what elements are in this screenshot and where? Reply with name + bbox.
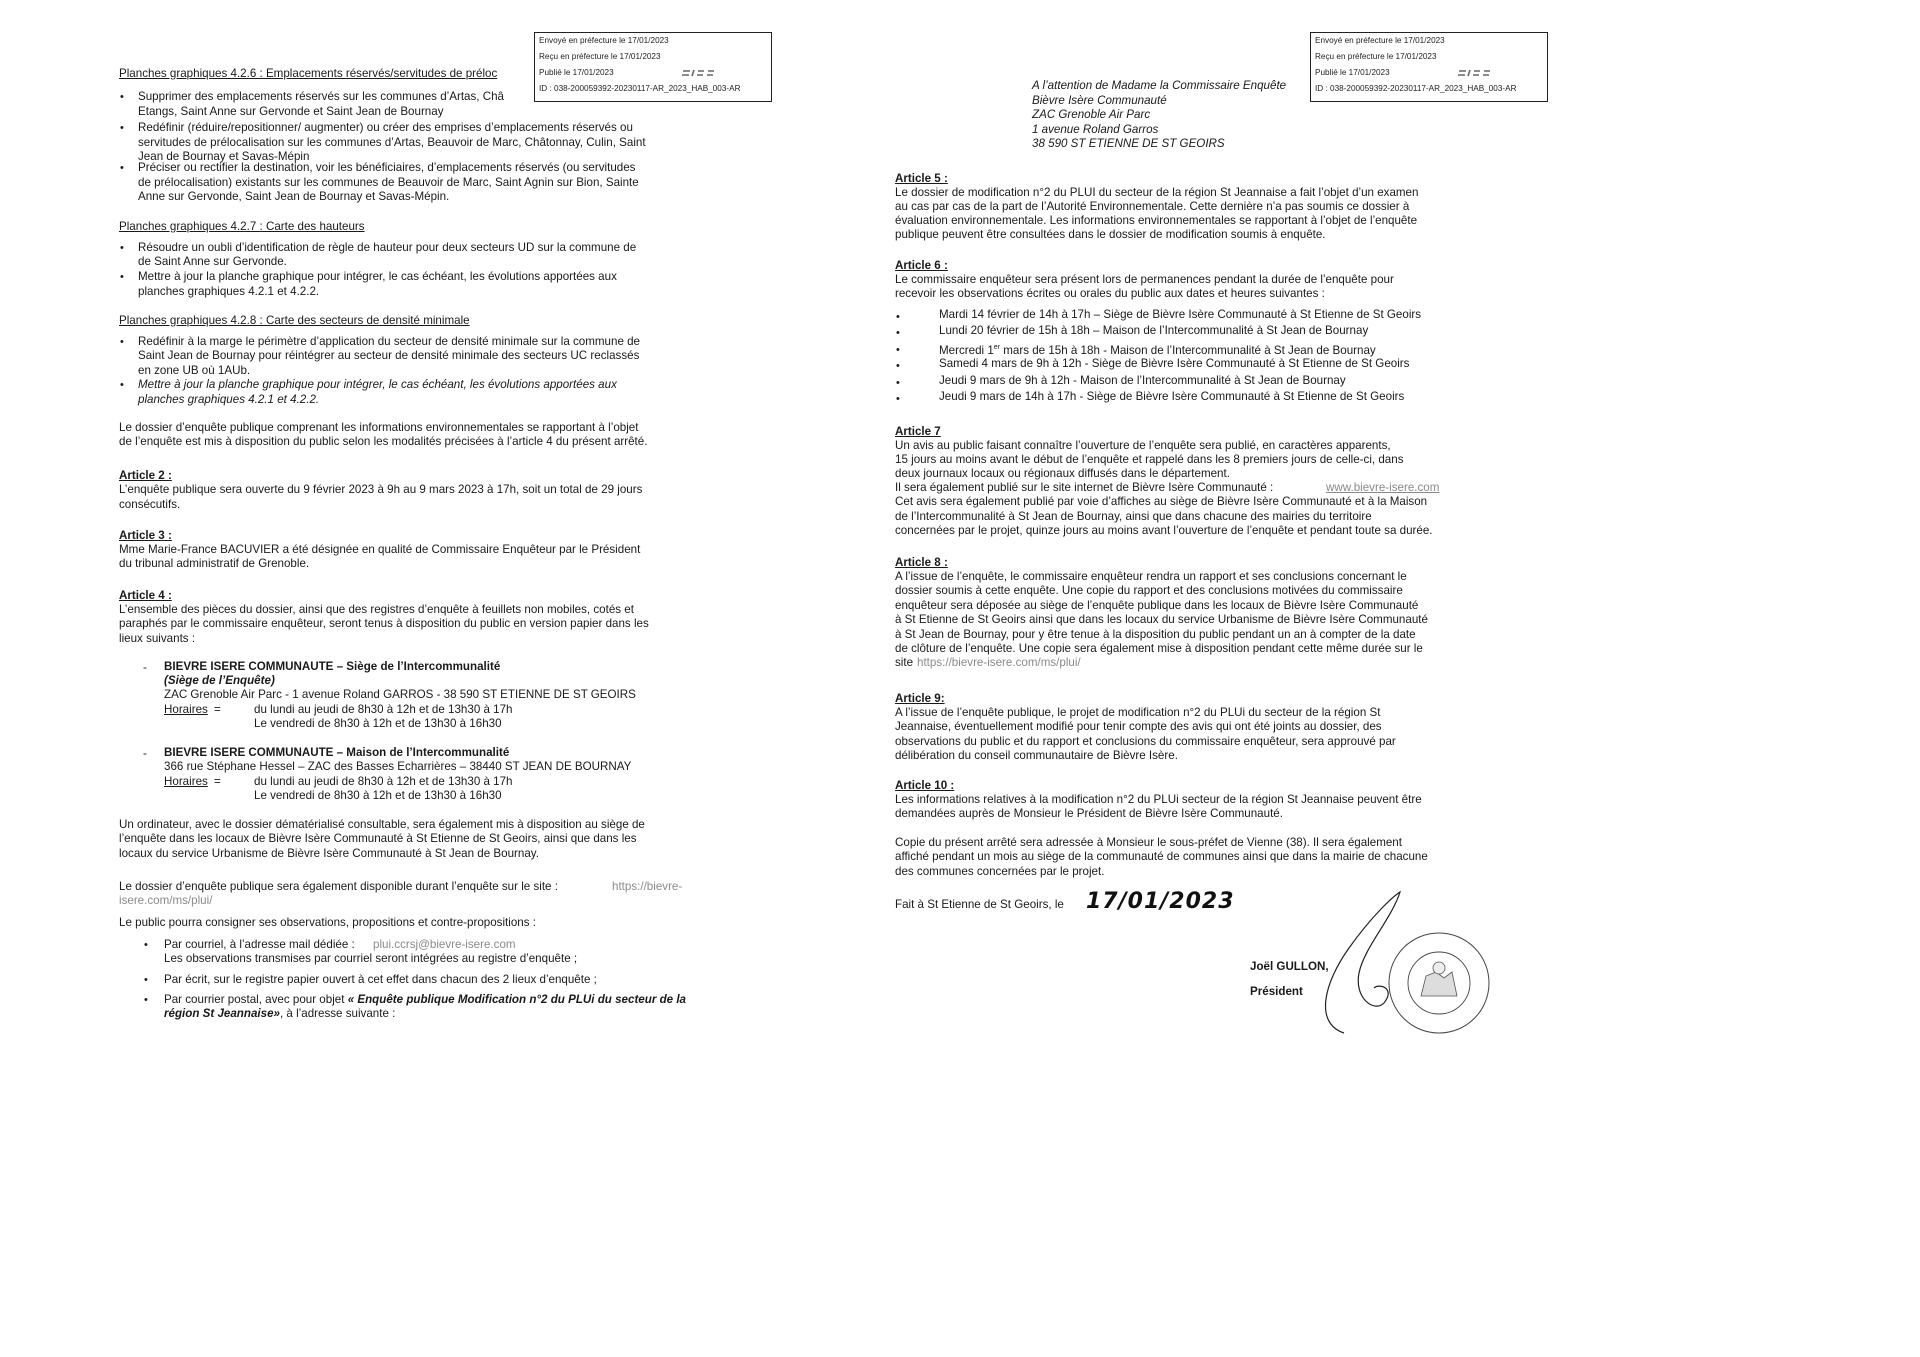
article-6-title: Article 6 : <box>895 259 948 272</box>
article-4-title: Article 4 : <box>119 589 172 602</box>
section-426-title: Planches graphiques 4.2.6 : Emplacements réservés/servitudes de préloc <box>119 67 498 80</box>
signature-stroke <box>1325 892 1400 1033</box>
s2lo-logo-icon <box>681 67 715 83</box>
s2lo-logo-icon <box>1457 67 1491 83</box>
email-link[interactable]: plui.ccrsj@bievre-isere.com <box>373 938 516 951</box>
permanence-item: Lundi 20 février de 15h à 18h – Maison de l’Intercommunalité à St Jean de Bournay <box>939 324 1369 337</box>
article-9-title: Article 9: <box>895 692 945 705</box>
recipient-address: A l’attention de Madame la Commissaire Enquête <box>1032 79 1287 92</box>
copie-paragraph: Copie du présent arrêté sera adressée à Monsieur le sous-préfet de Vienne (38). Il sera également <box>895 836 1402 849</box>
permanence-item: Jeudi 9 mars de 9h à 12h - Maison de l’Intercommunalité à St Jean de Bournay <box>939 374 1346 387</box>
plui-link-right[interactable]: https://bievre-isere.com/ms/plui/ <box>917 656 1081 669</box>
computer-paragraph: Un ordinateur, avec le dossier dématérialisé consultable, sera également mis à disposition au siège de <box>119 818 645 831</box>
left-page: Envoyé en préfecture le 17/01/2023 Reçu en préfecture le 17/01/2023 Publié le 17/01/2023 ID : 038-200059392-20230117-AR_2023_HAB_003-AR Planches graphiques 4.2.6 : Emplacements réservés/servitudes de préloc • Supprimer des emplacements réservés sur les communes d’Artas, Châ Etangs, Saint Anne sur Gervonde et Saint Jean de Bournay • Redéfinir (réduire/repositionner/ augmenter) ou créer des emprises d’emplacements réservés ou servitudes de prélocalisation sur les communes d’Artas, Beauvoir de Marc, Châtonnay, Culin, Saint Jean de Bournay et Savas-Mépin • Préciser ou rectifier la destination, voir les bénéficiaires, d’emplacements réservés (ou servitudes de prélocalisation) existants sur les communes de Beauvoir de Marc, Saint Agnin sur Bion, Sainte Anne sur Gervonde, Saint Jean de Bournay et Savas-Mépin. Planches graphiques 4.2.7 : Carte des hauteurs • Résoudre un oubli d’identification de règle de hauteur pour deux secteurs UD sur la commune de de Saint Anne sur Gervonde. • Mettre à jour la planche graphique pour intégrer, le cas échéant, les évolutions apportées aux planches graphiques 4.2.1 et 4.2.2. Planches graphiques 4.2.8 : Carte des secteurs de densité minimale • Redéfinir à la marge le périmètre d’application du secteur de densité minimale sur la commune de Saint Jean de Bournay pour réintégrer au secteur de densité minimale des secteurs UC reclassés en zone UB où 1AUb. • Mettre à jour la planche graphique pour intégrer, le cas échéant, les évolutions apportées aux planches graphiques 4.2.1 et 4.2.2. Le dossier d’enquête publique comprenant les informations environnementales se rapportant à l’objet de l’enquête est mis à disposition du public selon les modalités précisées à l’article 4 du présent arrêté. Article 2 : L’enquête publique sera ouverte du 9 février 2023 à 9h au 9 mars 2023 à 17h, soit un total de 29 jours consécutifs. Article 3 : Mme Marie-France BACUVIER a été désignée en qualité de Commissaire Enquêteur par le Président du tribunal administratif de Grenoble. Article 4 : L’ensemble des pièces du dossier, ainsi que des registres d’enquête à feuillets non mobiles, cotés et paraphés par le commissaire enquêteur, seront tenus à disposition du public en version papier dans les lieux suivants : - BIEVRE ISERE COMMUNAUTE – Siège de l’Intercommunalité (Siège de l’Enquête) ZAC Grenoble Air Parc - 1 avenue Roland GARROS - 38 590 ST ETIENNE DE ST GEOIRS Horaires = du lundi au jeudi de 8h30 à 12h et de 13h30 à 17h Le vendredi de 8h30 à 12h et de 13h30 à 16h30 - BIEVRE ISERE COMMUNAUTE – Maison de l’Intercommunalité 366 rue Stéphane Hessel – ZAC des Basses Echarrières – 38440 ST JEAN DE BOURNAY Horaires = du lundi au jeudi de 8h30 à 12h et de 13h30 à 17h Le vendredi de 8h30 à 12h et de 13h30 à 16h30 Un ordinateur, avec le dossier dématérialisé consultable, sera également mis à disposition au siège de l’enquête dans les locaux de Bièvre Isère Communauté à St Etienne de St Geoirs, ainsi que dans les locaux du service Urbanisme de Bièvre Isère Communauté à St Jean de Bournay. Le dossier d’enquête publique sera également disponible durant l’enquête sur le site : https://bievre- isere.com/ms/plui/ Le public pourra consigner ses observations, propositions et contre-propositions : • Par courriel, à l’adresse mail dédiée : plui.ccrsj@bievre-isere.com Les observations transmises par courriel seront intégrées au registre d’enquête ; • Par écrit, sur le registre papier ouvert à cet effet dans chacun des 2 lieux d’enquête ; • Par courrier postal, avec pour objet « Enquête publique Modification n°2 du PLUi du secteur de la région St Jeannaise», à l’adresse suivante : <box>0 0 774 1095</box>
section-427-title: Planches graphiques 4.2.7 : Carte des hauteurs <box>119 220 365 233</box>
right-page: Envoyé en préfecture le 17/01/2023 Reçu en préfecture le 17/01/2023 Publié le 17/01/2023 ID : 038-200059392-20230117-AR_2023_HAB_003-AR A l’attention de Madame la Commissaire Enquête Bièvre Isère Communauté ZAC Grenoble Air Parc 1 avenue Roland Garros 38 590 ST ETIENNE DE ST GEOIRS Article 5 : Le dossier de modification n°2 du PLUI du secteur de la région St Jeannaise a fait l’objet d’un examen au cas par cas de la part de l’Autorité Environnementale. Cette dernière n’a pas soumis ce dossier à évaluation environnementale. Les informations environnementales se rapportant à l’objet de l’enquête publique peuvent être consultées dans le dossier de modification soumis à enquête. Article 6 : Le commissaire enquêteur sera présent lors de permanences pendant la durée de l’enquête pour recevoir les observations écrites ou orales du public aux dates et heures suivantes : • Mardi 14 février de 14h à 17h – Siège de Bièvre Isère Communauté à St Etienne de St Geoirs • Lundi 20 février de 15h à 18h – Maison de l’Intercommunalité à St Jean de Bournay • Mercredi 1er mars de 15h à 18h - Maison de l’Intercommunalité à St Jean de Bournay • Samedi 4 mars de 9h à 12h - Siège de Bièvre Isère Communauté à St Etienne de St Geoirs • Jeudi 9 mars de 9h à 12h - Maison de l’Intercommunalité à St Jean de Bournay • Jeudi 9 mars de 14h à 17h - Siège de Bièvre Isère Communauté à St Etienne de St Geoirs Article 7 Un avis au public faisant connaître l’ouverture de l’enquête sera publié, en caractères apparents, 15 jours au moins avant le début de l’enquête et rappelé dans les 8 premiers jours de celle-ci, dans deux journaux locaux ou régionaux diffusés dans le département. Il sera également publié sur le site internet de Bièvre Isère Communauté : www.bievre-isere.com Cet avis sera également publié par voie d’affiches au siège de Bièvre Isère Communauté et à la Maison de l’Intercommunalité à St Jean de Bournay, ainsi que dans chacune des mairies du territoire concernées par le projet, quinze jours au moins avant l’ouverture de l’enquête et pendant toute sa durée. Article 8 : A l’issue de l’enquête, le commissaire enquêteur rendra un rapport et ses conclusions concernant le dossier soumis à cette enquête. Une copie du rapport et des conclusions motivées du commissaire enquêteur sera déposée au siège de l’enquête publique dans les locaux de Bièvre Isère Communauté à St Etienne de St Geoirs ainsi que dans les locaux du service Urbanisme de Bièvre Isère Communauté à St Jean de Bournay, pour y être tenue à la disposition du public pendant un an à compter de la date de clôture de l’enquête. Une copie sera également mise à disposition pendant cette même durée sur le site https://bievre-isere.com/ms/plui/ Article 9: A l’issue de l’enquête publique, le projet de modification n°2 du PLUi du secteur de la région St Jeannaise, éventuellement modifié pour tenir compte des avis qui ont été joints au dossier, des observations du public et du rapport et conclusions du commissaire enquêteur, sera approuvé par délibération du conseil communautaire de Bièvre Isère. Article 10 : Les informations relatives à la modification n°2 du PLUi secteur de la région St Jeannaise peuvent être demandées auprès de Monsieur le Président de Bièvre Isère Communauté. Copie du présent arrêté sera adressée à Monsieur le sous-préfet de Vienne (38). Il sera également affiché pendant un mois au siège de la communauté de communes ainsi que dans la mairie de chacune des communes concernées par le projet. Fait à St Etienne de St Geoirs, le 17/01/2023 Joël GULLON, Président <box>774 0 1548 1095</box>
signature-and-seal <box>1304 888 1504 1038</box>
permanence-item: Mercredi 1er mars de 15h à 18h - Maison de l’Intercommunalité à St Jean de Bournay <box>939 343 1376 357</box>
dossier-paragraph: Le dossier d’enquête publique comprenant les informations environnementales se rapportant à l’objet <box>119 421 639 434</box>
website-link[interactable]: www.bievre-isere.com <box>1326 481 1440 494</box>
plui-link[interactable]: https://bievre- <box>612 880 683 893</box>
article-7-title: Article 7 <box>895 425 941 438</box>
stamp-received: Reçu en préfecture le 17/01/2023 <box>539 52 661 62</box>
permanence-item: Mardi 14 février de 14h à 17h – Siège de Bièvre Isère Communauté à St Etienne de St Geoirs <box>939 308 1422 321</box>
location-1-name: BIEVRE ISERE COMMUNAUTE – Siège de l’Intercommunalité <box>164 660 501 673</box>
permanence-item: Jeudi 9 mars de 14h à 17h - Siège de Bièvre Isère Communauté à St Etienne de St Geoirs <box>939 390 1405 403</box>
stamp-published: Publié le 17/01/2023 <box>539 68 614 78</box>
signer-name: Joël GULLON, <box>1250 960 1329 973</box>
signer-role: Président <box>1250 985 1303 998</box>
bievre-isere-seal-icon <box>1389 933 1489 1033</box>
section-428-title: Planches graphiques 4.2.8 : Carte des secteurs de densité minimale <box>119 314 470 327</box>
article-2-title: Article 2 : <box>119 469 172 482</box>
article-3-title: Article 3 : <box>119 529 172 542</box>
permanence-item: Samedi 4 mars de 9h à 12h - Siège de Bièvre Isère Communauté à St Etienne de St Geoirs <box>939 357 1410 370</box>
stamp-id: ID : 038-200059392-20230117-AR_2023_HAB_003-AR <box>539 84 741 94</box>
stamp-sent: Envoyé en préfecture le 17/01/2023 <box>539 36 669 45</box>
prefecture-stamp-right: Envoyé en préfecture le 17/01/2023 Reçu en préfecture le 17/01/2023 Publié le 17/01/2023 ID : 038-200059392-20230117-AR_2023_HAB_003-AR <box>1310 32 1548 102</box>
article-5-title: Article 5 : <box>895 172 948 185</box>
fait-a: Fait à St Etienne de St Geoirs, le <box>895 898 1064 911</box>
prefecture-stamp <box>534 32 772 102</box>
location-2-name: BIEVRE ISERE COMMUNAUTE – Maison de l’Intercommunalité <box>164 746 510 759</box>
handwritten-date: 17/01/2023 <box>1086 889 1235 914</box>
article-10-title: Article 10 : <box>895 779 955 792</box>
article-8-title: Article 8 : <box>895 556 948 569</box>
